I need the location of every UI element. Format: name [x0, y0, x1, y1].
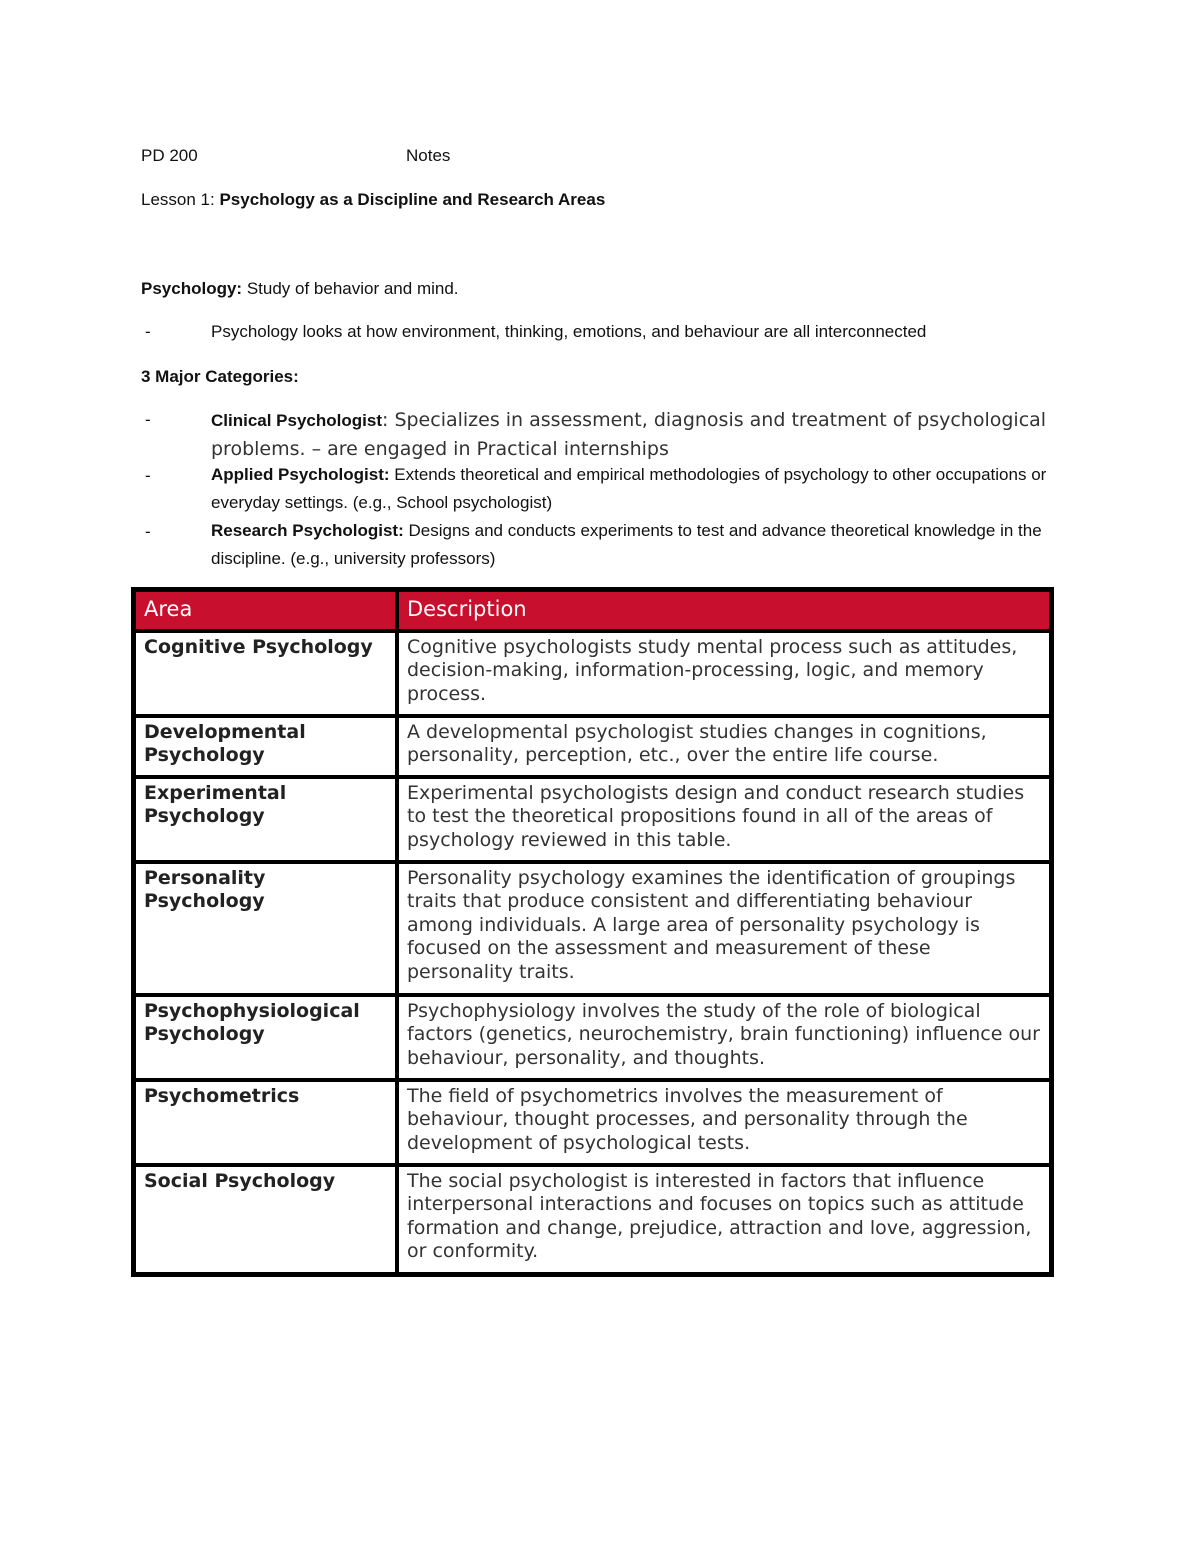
category-item [211, 406, 1061, 464]
description-cell: Personality psychology examines the identification of groupings traits that produce consistent and differentiating behaviour among individuals. A large area of personality psychology is focused on the assessment and measurement of these personality traits. [397, 862, 1051, 995]
description-cell: The field of psychometrics involves the measurement of behaviour, thought processes, and personality through the development of psychological tests. [397, 1080, 1051, 1165]
description-cell: Experimental psychologists design and conduct research studies to test the theoretical propositions found in all of the areas of psychology reviewed in this table. [397, 777, 1051, 862]
bullet-dash: - [145, 466, 151, 485]
category-name: Clinical Psychologist [211, 411, 382, 430]
course-code: PD 200 [141, 146, 198, 165]
description-cell: A developmental psychologist studies changes in cognitions, personality, perception, etc., over the entire life course. [397, 716, 1051, 777]
categories-heading: 3 Major Categories: [141, 367, 299, 386]
category-text: : Specializes in assessment, diagnosis and treatment of psychological problems. – are engaged in Practical internships [211, 409, 1047, 460]
category-item [211, 517, 1061, 573]
notes-label: Notes [406, 146, 451, 165]
area-cell: Personality Psychology [134, 862, 397, 995]
category-name: Research Psychologist: [211, 521, 404, 540]
psychology-definition [141, 278, 459, 300]
table-row [134, 631, 1051, 716]
category-item [211, 461, 1061, 517]
description-cell: The social psychologist is interested in factors that influence interpersonal interactions and focuses on topics such as attitude formation and change, prejudice, attraction and love, aggression, or conformity. [397, 1165, 1051, 1274]
category-name: Applied Psychologist: [211, 465, 390, 484]
lesson-prefix: Lesson 1: [141, 190, 215, 209]
area-cell: Experimental Psychology [134, 777, 397, 862]
definition-term: Psychology: [141, 279, 243, 298]
category-text: Designs and conducts experiments to test and advance theoretical knowledge in the discipline. (e.g., university professors) [211, 521, 1042, 568]
table-row [134, 1165, 1051, 1274]
table-row [134, 1080, 1051, 1165]
description-cell: Cognitive psychologists study mental process such as attitudes, decision-making, information-processing, logic, and memory process. [397, 631, 1051, 716]
description-cell: Psychophysiology involves the study of the role of biological factors (genetics, neurochemistry, brain functioning) influence our behaviour, personality, and thoughts. [397, 995, 1051, 1080]
definition-text: Study of behavior and mind. [246, 279, 459, 298]
table-header-row [134, 590, 1051, 631]
definition-bullet: Psychology looks at how environment, thinking, emotions, and behaviour are all interconnected [211, 322, 927, 341]
column-header-area: Area [134, 590, 397, 631]
area-cell: Developmental Psychology [134, 716, 397, 777]
area-cell: Psychophysiological Psychology [134, 995, 397, 1080]
area-cell: Cognitive Psychology [134, 631, 397, 716]
category-text: Extends theoretical and empirical methodologies of psychology to other occupations or everyday settings. (e.g., School psychologist) [211, 465, 1047, 512]
table-row [134, 777, 1051, 862]
column-header-description: Description [397, 590, 1051, 631]
lesson-heading [141, 189, 605, 211]
bullet-dash: - [145, 410, 151, 429]
table-row [134, 995, 1051, 1080]
bullet-dash: - [145, 522, 151, 541]
area-cell: Social Psychology [134, 1165, 397, 1274]
area-cell: Psychometrics [134, 1080, 397, 1165]
table-row [134, 716, 1051, 777]
table-row [134, 862, 1051, 995]
lesson-title: Psychology as a Discipline and Research Areas [219, 190, 606, 209]
bullet-dash: - [145, 322, 151, 341]
psychology-areas-table [131, 587, 1054, 1277]
